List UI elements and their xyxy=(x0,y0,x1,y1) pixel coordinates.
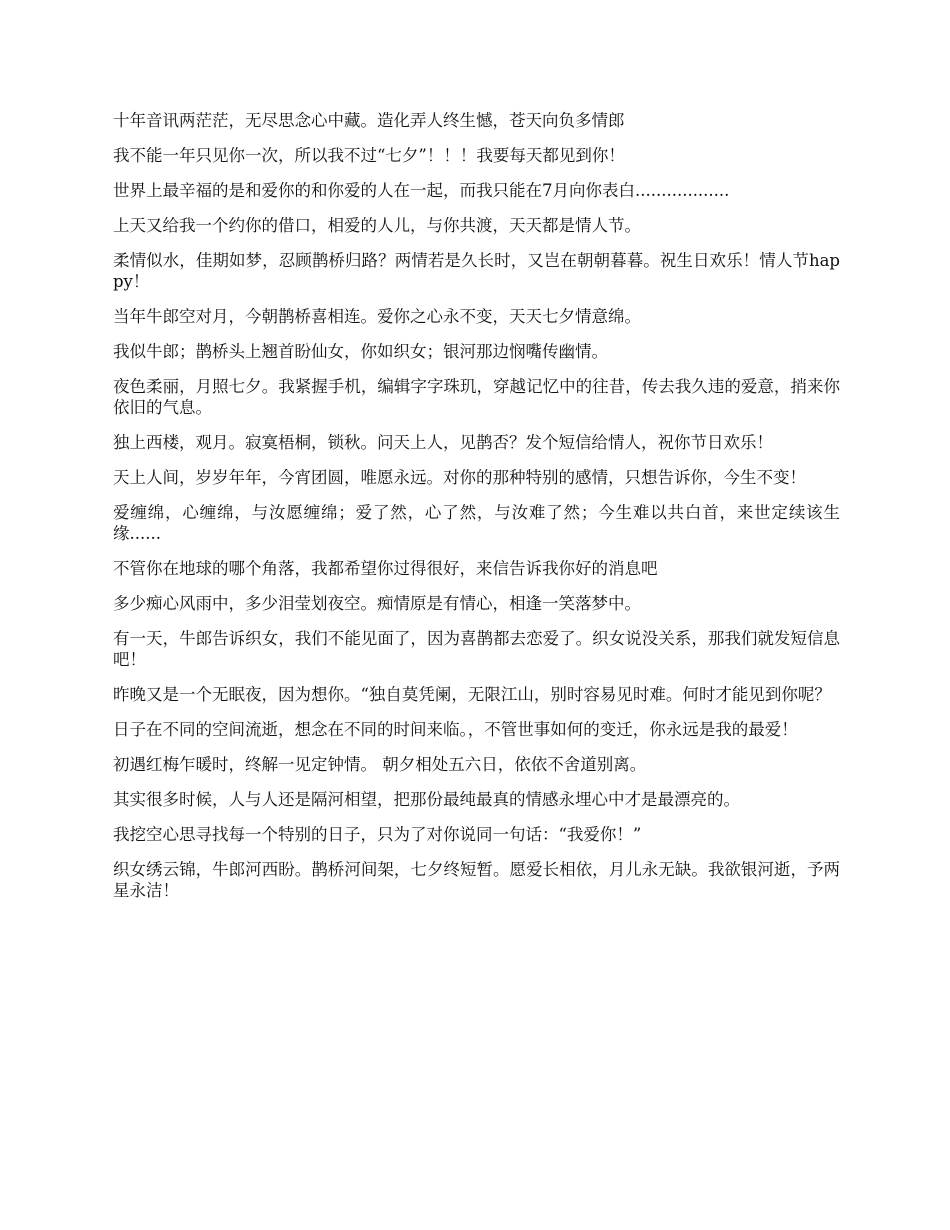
paragraph-5: 柔情似水，佳期如梦，忍顾鹊桥归路？两情若是久长时，又岂在朝朝暮暮。祝生日欢乐！情人节happy！ xyxy=(113,251,840,291)
paragraph-19: 我挖空心思寻找每一个特别的日子，只为了对你说同一句话：“我爱你！” xyxy=(113,825,642,844)
paragraph-12: 不管你在地球的哪个角落，我都希望你过得很好，来信告诉我你好的消息吧 xyxy=(113,559,658,578)
document-body xyxy=(113,110,840,915)
paragraph-20: 织女绣云锦，牛郎河西盼。鹊桥河间架，七夕终短暂。愿爱长相依，月儿永无缺。我欲银河逝，予两星永洁！ xyxy=(113,860,840,900)
paragraph-7: 我似牛郎；鹊桥头上翘首盼仙女，你如织女；银河那边悯嘴传幽情。 xyxy=(113,342,608,361)
paragraph-3: 世界上最辛福的是和爱你的和你爱的人在一起，而我只能在7月向你表白.................. xyxy=(113,181,730,200)
paragraph-17: 初遇红梅乍暖时，终解一见定钟情。 朝夕相处五六日，依依不舍道别离。 xyxy=(113,755,647,774)
paragraph-10: 天上人间，岁岁年年，今宵团圆，唯愿永远。对你的那种特别的感情，只想告诉你，今生不变！ xyxy=(113,468,806,487)
paragraph-18: 其实很多时候，人与人还是隔河相望，把那份最纯最真的情感永埋心中才是最漂亮的。 xyxy=(113,790,740,809)
paragraph-11: 爱缠绵，心缠绵，与汝愿缠绵；爱了然，心了然，与汝难了然；今生难以共白首，来世定续该生缘...... xyxy=(113,503,840,543)
paragraph-2: 我不能一年只见你一次，所以我不过“七夕”！！！我要每天都见到你！ xyxy=(113,146,625,165)
paragraph-16: 日子在不同的空间流逝，想念在不同的时间来临。，不管世事如何的变迁，你永远是我的最爱！ xyxy=(113,720,798,739)
paragraph-4: 上天又给我一个约你的借口，相爱的人儿，与你共渡，天天都是情人节。 xyxy=(113,216,641,235)
paragraph-1: 十年音讯两茫茫，无尽思念心中藏。造化弄人终生憾，苍天向负多情郎 xyxy=(113,111,625,130)
paragraph-6: 当年牛郎空对月，今朝鹊桥喜相连。爱你之心永不变，天天七夕情意绵。 xyxy=(113,307,641,326)
paragraph-8: 夜色柔丽，月照七夕。我紧握手机，编辑字字珠玑，穿越记忆中的往昔，传去我久违的爱意，捎来你依旧的气息。 xyxy=(113,377,840,417)
paragraph-14: 有一天，牛郎告诉织女，我们不能见面了，因为喜鹊都去恋爱了。织女说没关系，那我们就发短信息吧！ xyxy=(113,629,840,669)
paragraph-15: 昨晚又是一个无眠夜，因为想你。“独自莫凭阑，无限江山，别时容易见时难。何时才能见到你呢？ xyxy=(113,685,831,704)
paragraph-9: 独上西楼，观月。寂寞梧桐，锁秋。问天上人，见鹊否？发个短信给情人，祝你节日欢乐！ xyxy=(113,433,773,452)
paragraph-13: 多少痴心风雨中，多少泪莹划夜空。痴情原是有情心，相逢一笑落梦中。 xyxy=(113,594,641,613)
